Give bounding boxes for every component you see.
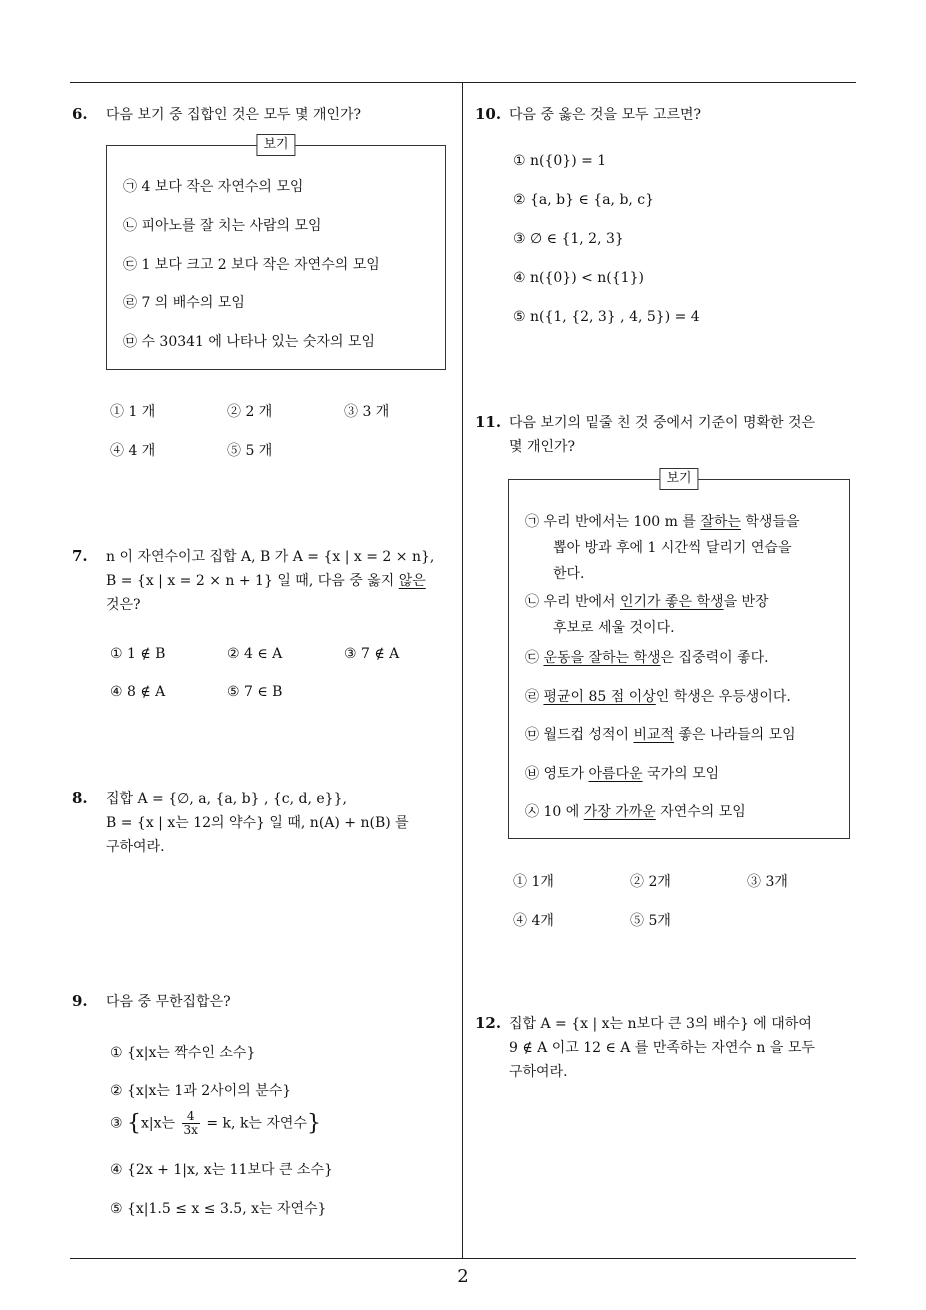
box-item: ㉦ 10 에 가장 가까운 자연수의 모임 (525, 804, 746, 820)
answer-option[interactable]: ④ 4 개 (110, 443, 156, 459)
answer-option[interactable]: ③ 3개 (747, 874, 788, 890)
answer-option[interactable]: ④ 8 ∉ A (110, 684, 166, 700)
question-text: 다음 보기의 밑줄 친 것 중에서 기준이 명확한 것은 (509, 415, 816, 431)
question-number: 12. (475, 1014, 502, 1032)
question-number: 7. (72, 547, 88, 565)
fraction-denominator: 3x (183, 1123, 198, 1137)
question-text: 구하여라. (509, 1064, 568, 1080)
question-10 (475, 102, 701, 127)
question-text: 집합 A = {∅, a, {a, b} , {c, d, e}}, (106, 791, 347, 807)
underlined-text: 비교적 (633, 727, 675, 743)
box-item: ㉠ 4 보다 작은 자연수의 모임 (123, 179, 304, 195)
box-item-continuation: 뽑아 방과 후에 1 시간씩 달리기 연습을 (553, 540, 792, 556)
answer-option[interactable]: ③ 3 개 (344, 404, 390, 420)
example-box (508, 471, 850, 839)
box-item-continuation: 후보로 세울 것이다. (553, 620, 675, 636)
answer-option[interactable]: ④ n({0}) < n({1}) (513, 270, 644, 286)
question-text: 것은? (106, 597, 141, 613)
box-title: 보기 (256, 134, 295, 156)
answer-option[interactable]: ① n({0}) = 1 (513, 153, 607, 169)
question-text: 구하여라. (106, 839, 165, 855)
underlined-text: 가장 가까운 (583, 804, 656, 820)
box-item: ㉤ 월드컵 성적이 비교적 좋은 나라들의 모임 (525, 727, 796, 743)
answer-option[interactable]: ① 1 ∉ B (110, 646, 166, 662)
fraction (182, 1110, 200, 1137)
option-number: ③ (110, 1115, 123, 1132)
box-title: 보기 (659, 468, 698, 490)
question-text: B = {x | x는 12의 약수} 일 때, n(A) + n(B) 를 (106, 815, 409, 831)
question-text: 9 ∉ A 이고 12 ∈ A 를 만족하는 자연수 n 을 모두 (509, 1040, 815, 1056)
answer-option[interactable]: ⑤ 5 개 (227, 443, 273, 459)
question-text: n 이 자연수이고 집합 A, B 가 A = {x | x = 2 × n}, (106, 549, 435, 565)
box-item: ㉡ 우리 반에서 인기가 좋은 학생을 반장 (525, 594, 769, 610)
box-item: ㉢ 1 보다 크고 2 보다 작은 자연수의 모임 (123, 257, 380, 273)
question-8 (72, 786, 409, 859)
option-text: = k, k는 자연수 (206, 1115, 307, 1132)
question-text: 다음 보기 중 집합인 것은 모두 몇 개인가? (106, 107, 362, 123)
answer-option[interactable]: ② 2 개 (227, 404, 273, 420)
question-6 (72, 102, 361, 127)
underlined-text: 인기가 좋은 학생 (619, 594, 724, 610)
answer-option[interactable]: ② {a, b} ∈ {a, b, c} (513, 192, 655, 208)
answer-option[interactable]: ⑤ n({1, {2, 3} , 4, 5}) = 4 (513, 309, 700, 325)
box-item: ㉠ 우리 반에서는 100 m 를 잘하는 학생들을 (525, 514, 800, 530)
example-box (106, 137, 446, 370)
column-divider (462, 83, 463, 1258)
answer-option[interactable]: ④ {2x + 1|x, x는 11보다 큰 소수} (110, 1162, 333, 1178)
question-text: 집합 A = {x | x는 n보다 큰 3의 배수} 에 대하여 (509, 1016, 812, 1032)
box-item: ㉤ 수 30341 에 나타나 있는 숫자의 모임 (123, 334, 375, 350)
box-item: ㉥ 영토가 아름다운 국가의 모임 (525, 766, 720, 782)
underlined-text: 운동을 잘하는 학생 (543, 650, 661, 666)
answer-option[interactable]: ① 1개 (513, 874, 554, 890)
answer-option[interactable]: ④ 4개 (513, 913, 554, 929)
question-9 (72, 989, 231, 1014)
question-text: 다음 중 옳은 것을 모두 고르면? (509, 107, 702, 123)
box-item: ㉣ 평균이 85 점 이상인 학생은 우등생이다. (525, 689, 791, 705)
answer-option[interactable]: ③ ∅ ∈ {1, 2, 3} (513, 231, 624, 247)
answer-option[interactable]: ① {x|x는 짝수인 소수} (110, 1045, 256, 1061)
question-text: 몇 개인가? (509, 439, 576, 455)
question-11 (475, 410, 815, 459)
answer-option[interactable]: ③ 7 ∉ A (344, 646, 400, 662)
question-number: 10. (475, 105, 502, 123)
box-item-continuation: 한다. (553, 566, 585, 582)
question-7 (72, 544, 434, 617)
left-brace: { (127, 1111, 142, 1136)
answer-option[interactable]: ⑤ {x|1.5 ≤ x ≤ 3.5, x는 자연수} (110, 1201, 327, 1217)
option-text: x|x는 (141, 1115, 176, 1132)
underlined-text: 아름다운 (588, 766, 643, 782)
right-brace: } (306, 1111, 321, 1136)
box-item: ㉣ 7 의 배수의 모임 (123, 295, 245, 311)
fraction-numerator: 4 (182, 1110, 200, 1124)
answer-option[interactable] (110, 1110, 321, 1137)
question-number: 6. (72, 105, 88, 123)
answer-option[interactable]: ② {x|x는 1과 2사이의 분수} (110, 1083, 292, 1099)
question-number: 11. (475, 413, 502, 431)
top-rule (70, 82, 856, 83)
answer-option[interactable]: ⑤ 7 ∈ B (227, 684, 283, 700)
answer-option[interactable]: ② 2개 (630, 874, 671, 890)
answer-option[interactable]: ⑤ 5개 (630, 913, 671, 929)
question-number: 9. (72, 992, 88, 1010)
box-item: ㉢ 운동을 잘하는 학생은 집중력이 좋다. (525, 650, 769, 666)
underlined-text: 잘하는 (700, 514, 741, 530)
question-12 (475, 1011, 815, 1084)
page-number: 2 (457, 1266, 469, 1287)
question-text: B = {x | x = 2 × n + 1} 일 때, 다음 중 옳지 (106, 573, 399, 589)
question-text: 다음 중 무한집합은? (106, 994, 231, 1010)
bottom-rule (70, 1258, 856, 1259)
question-number: 8. (72, 789, 88, 807)
answer-option[interactable]: ② 4 ∈ A (227, 646, 283, 662)
box-item: ㉡ 피아노를 잘 치는 사람의 모임 (123, 218, 322, 234)
underlined-text: 않은 (398, 573, 426, 589)
answer-option[interactable]: ① 1 개 (110, 404, 156, 420)
underlined-text: 평균이 85 점 이상 (543, 689, 656, 705)
